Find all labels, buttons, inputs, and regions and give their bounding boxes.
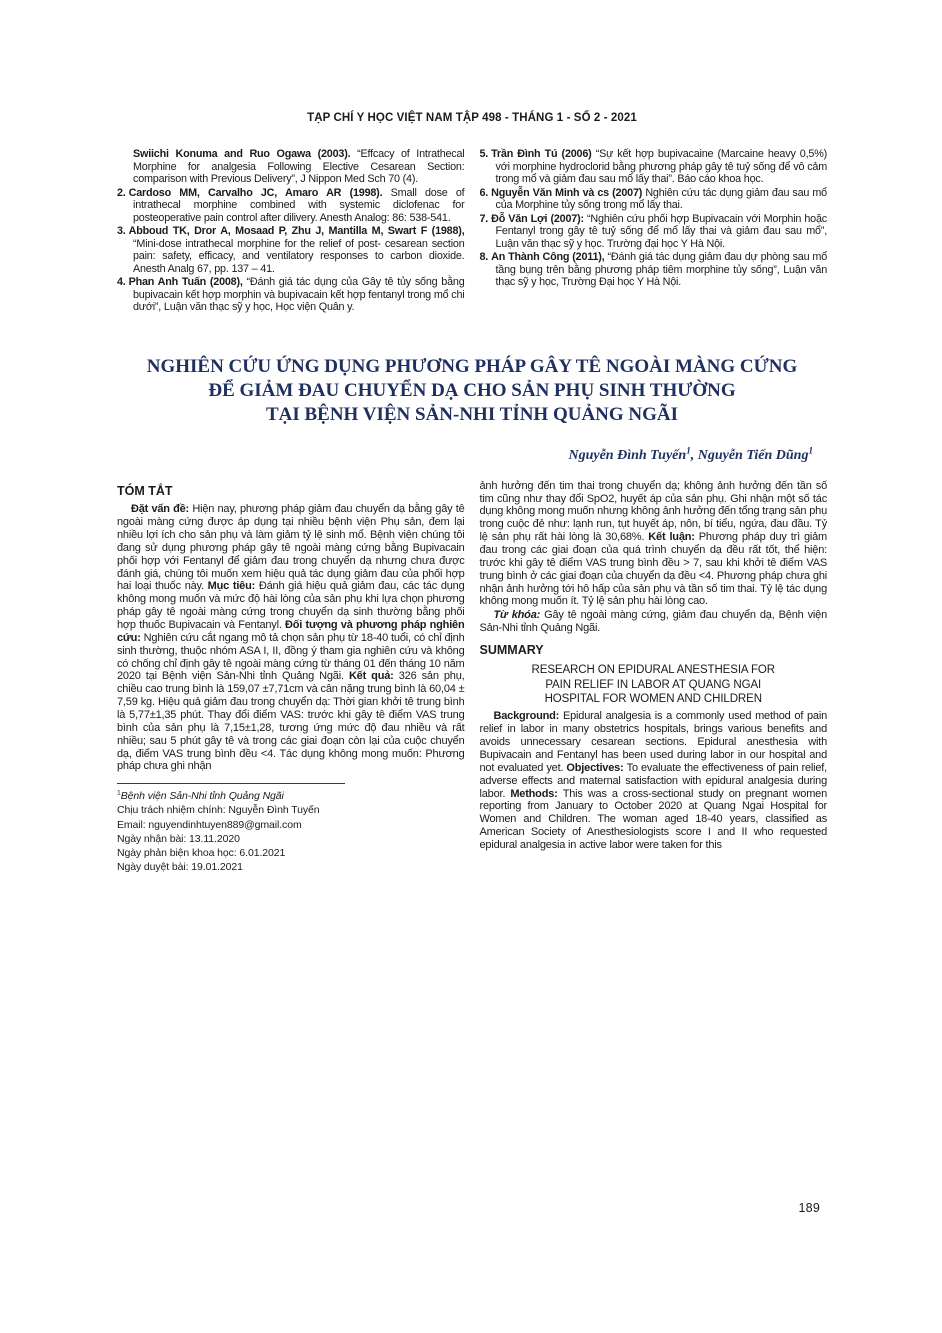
abstract-heading: TÓM TẮT — [117, 483, 173, 498]
footnote-accepted-date: Ngày duyệt bài: 19.01.2021 — [117, 861, 243, 874]
article-body — [117, 480, 827, 875]
reference-item — [117, 187, 465, 225]
summary-paragraph: Background: Epidural analgesia is a commonly used method of pain relief in labor in many obstetrics hospitals, brings various benefits and avoids unnecessary cesarean sections. Epidural anesthesia with Bupivacain and Fentanyl has been used during labor in our hospital and not evaluated yet. Objectives: To evaluate the effectiveness of pain relief, adverse effects and maternal satisfaction with epidural analgesia during labor. Methods: This was a cross-sectional study on pregnant women reporting from January to October 2020 at Quang Ngai Hospital for Women and Children. The woman aged 18-40 years, classified as American Society of Anesthesiologists score I and II who requested epidural analgesia in active labor were taken for this — [479, 710, 828, 851]
abstract-continuation-paragraph: ảnh hưởng đến tim thai trong chuyển dạ; không ảnh hưởng đến tần số tim cũng như thay đổi SpO2, huyết áp của sản phụ. Ghi nhận một số tác dụng không mong muốn nhưng không ảnh hưởng đến tổng trạng sản phụ trong cuộc đẻ như: lạnh run, tụt huyết áp, nôn, bí tiểu, ngứa, đau đầu. Tỷ lệ sản phụ rất hài lòng là 30,68%. Kết luận: Phương pháp duy trì giảm đau trong các giai đoạn của quá trình chuyển dạ đều rất tốt, thể hiện: trước khi gây tê điểm VAS trung bình đều > 7, sau khi khởi tê điểm VAS trung bình ở các giai đoạn của chuyển dạ đều <4. Phương pháp chưa ghi nhận ảnh hưởng tới hô hấp của sản phụ và tần số tim thai. Tỷ lệ tác dụng không mong muốn ít. Tỷ lệ sản phụ hài lòng cao. — [479, 479, 827, 608]
english-title — [480, 663, 828, 708]
reference-text: Cardoso MM, Carvalho JC, Amaro AR (1998). Small dose of intrathecal morphine combined with systemic diclofenac for posteoperative pain control after dilivery. Anesth Analog: 86: 538-541. — [128, 186, 465, 224]
references-left-column — [117, 148, 465, 315]
reference-number: 7. — [479, 212, 489, 225]
reference-text: Trần Đình Tú (2006) “Sự kết hợp bupivacaine (Marcaine heavy 0,5%) với morphine hydroclorid bằng phương pháp gây tê tuỷ sống để vô cảm trong mổ và giảm đau sau mổ lấy thai”. Báo cáo khoa học. — [491, 148, 827, 186]
summary-heading: SUMMARY — [479, 642, 544, 657]
article-title-line: NGHIÊN CỨU ỨNG DỤNG PHƯƠNG PHÁP GÂY TÊ NGOÀI MÀNG CỨNG — [146, 355, 798, 377]
footnote-email: Email: nguyendinhtuyen889@gmail.com — [117, 818, 302, 831]
reference-item — [117, 225, 465, 275]
reference-text: Đỗ Văn Lợi (2007): “Nghiên cứu phối hợp Bupivacain với Morphin hoặc Fentanyl trong gây tê tuỷ sống để mổ lấy thai và giảm đau sau mổ”, Luận văn thạc sỹ y học. Trường đại học Y Hà Nội. — [491, 212, 827, 250]
footnote-block — [117, 783, 465, 874]
reference-item — [117, 276, 465, 314]
reference-text: Abboud TK, Dror A, Mosaad P, Zhu J, Mantilla M, Swart F (1988), “Mini-dose intrathecal morphine for the relief of post- cesarean section pain: safety, efficacy, and ventilatory responses to carbon dioxide. Anesth Analg 67, pp. 137 – 41. — [128, 225, 465, 275]
english-title-line: PAIN RELIEF IN LABOR AT QUANG NGAI — [545, 678, 762, 691]
references-right-column — [480, 148, 828, 315]
reference-text: Nguyễn Văn Minh và cs (2007) Nghiên cứu tác dụng giảm đau sau mổ của Morphine tủy sống trong mổ lấy thai. — [491, 186, 827, 212]
reference-text: Swiichi Konuma and Ruo Ogawa (2003). “Effcacy of Intrathecal Morphine for analgesia Following Elective Cesarean Section: comparison with Previous Delivery”, J Nippon Med Sch 70 (4). — [133, 148, 465, 186]
page-number: 189 — [798, 1201, 820, 1215]
footnote-received-date: Ngày nhận bài: 13.11.2020 — [117, 832, 240, 845]
reference-number: 5. — [479, 148, 489, 160]
right-column — [480, 480, 828, 875]
running-header: TẠP CHÍ Y HỌC VIỆT NAM TẬP 498 - THÁNG 1 - SỐ 2 - 2021 — [307, 112, 637, 124]
references-section — [117, 148, 827, 315]
english-title-line: RESEARCH ON EPIDURAL ANESTHESIA FOR — [531, 663, 775, 676]
reference-item — [117, 148, 465, 186]
article-title — [117, 355, 827, 428]
footnote-corresponding-author: Chịu trách nhiệm chính: Nguyễn Đình Tuyến — [117, 804, 320, 817]
reference-item — [480, 251, 828, 289]
footnote-review-date: Ngày phản biện khoa học: 6.01.2021 — [117, 847, 286, 859]
reference-item — [480, 187, 828, 212]
footnote-rule — [117, 783, 345, 784]
reference-text: Phan Anh Tuấn (2008), “Đánh giá tác dụng của Gây tê tủy sống bằng bupivacain kết hợp morphin và bupivacain kết hợp fentanyl trong mổ chi dưới”, Luận văn thạc sỹ y học, Học viện Quân y. — [128, 276, 465, 314]
reference-number: 2. — [117, 186, 126, 199]
english-title-line: HOSPITAL FOR WOMEN AND CHILDREN — [544, 693, 762, 706]
article-authors: Nguyễn Đình Tuyến$^1$, Nguyễn Tiến Dũng$^1$ — [568, 444, 813, 463]
abstract-paragraph: Đặt vấn đề: Hiện nay, phương pháp giảm đau chuyển dạ bằng gây tê ngoài màng cứng được áp dụng tại nhiều bệnh viện Phụ sản, đem lại nhiều lợi ích cho sản phụ và làm giảm tỷ lệ sinh mổ. Bệnh viện chúng tôi đang sử dụng phương pháp gây tê ngoài màng cứng bằng Bupivacain phối hợp với Fentanyl để giảm đau trong chuyển dạ nhưng chưa được đánh giá, chúng tôi muốn xem hiệu quả tác dụng giảm đau của phối hợp hai loại thuốc này. Mục tiêu: Đánh giá hiệu quả giảm đau, các tác dụng không mong muốn và mức độ hài lòng của sản phụ khi lựa chọn phương pháp gây tê ngoài màng cứng trong chuyển dạ sinh thường bằng phối hợp thuốc Bupivacain và Fentanyl. Đối tượng và phương pháp nghiên cứu: Nghiên cứu cắt ngang mô tả chọn sản phụ từ 18-40 tuổi, có chỉ định sinh thường, thuộc nhóm ASA I, II, đồng ý tham gia nghiên cứu và không có chống chỉ định gây tê ngoài màng cứng từ tháng 01 đến tháng 10 năm 2020 tại Bệnh viện Sản-Nhi tỉnh Quảng Ngãi. Kết quả: 326 sản phụ, chiều cao trung bình là 159,07 ±7,71cm và cân nặng trung bình là 60,04 ± 7,59 kg. Hiệu quả giảm đau trong chuyển dạ: Thời gian khởi tê trung bình là 5,77±1,35 phút. Thay đổi điểm VAS: trước khi gây tê điểm VAS trung bình của sản phụ là 7,15±1,28, tương ứng mức độ đau nhiều và rất nhiều; sau 5 phút gây tê và trong các giai đoạn còn lại của cuộc chuyển dạ, điểm VAS trung bình đều <4. Tác dụng không mong muốn: Phương pháp chưa ghi nhận — [117, 503, 465, 773]
reference-item — [480, 148, 828, 186]
reference-number: 4. — [117, 276, 126, 289]
article-title-line: ĐỂ GIẢM ĐAU CHUYỂN DẠ CHO SẢN PHỤ SINH THƯỜNG — [208, 380, 736, 402]
reference-text: An Thành Công (2011), “Đánh giá tác dụng giảm đau dự phòng sau mổ tầng bụng trên bằng phương pháp tiêm morphine tủy sống”, Luận văn thạc sỹ y học, Trường Đại học Y Hà Nội. — [491, 251, 827, 289]
article-title-line: TẠI BỆNH VIỆN SẢN-NHI TỈNH QUẢNG NGÃI — [265, 404, 679, 426]
reference-number: 8. — [479, 251, 489, 264]
footnote-affiliation: $^1$Bệnh viện Sản-Nhi tỉnh Quảng Ngãi — [117, 789, 284, 803]
reference-item — [480, 213, 828, 251]
keywords-paragraph: Từ khóa: Gây tê ngoài màng cứng, giảm đau chuyển dạ, Bệnh viện Sản-Nhi tỉnh Quảng Ngãi. — [479, 609, 827, 635]
left-column — [117, 480, 465, 875]
reference-number: 3. — [117, 225, 126, 238]
reference-number: 6. — [479, 186, 489, 199]
